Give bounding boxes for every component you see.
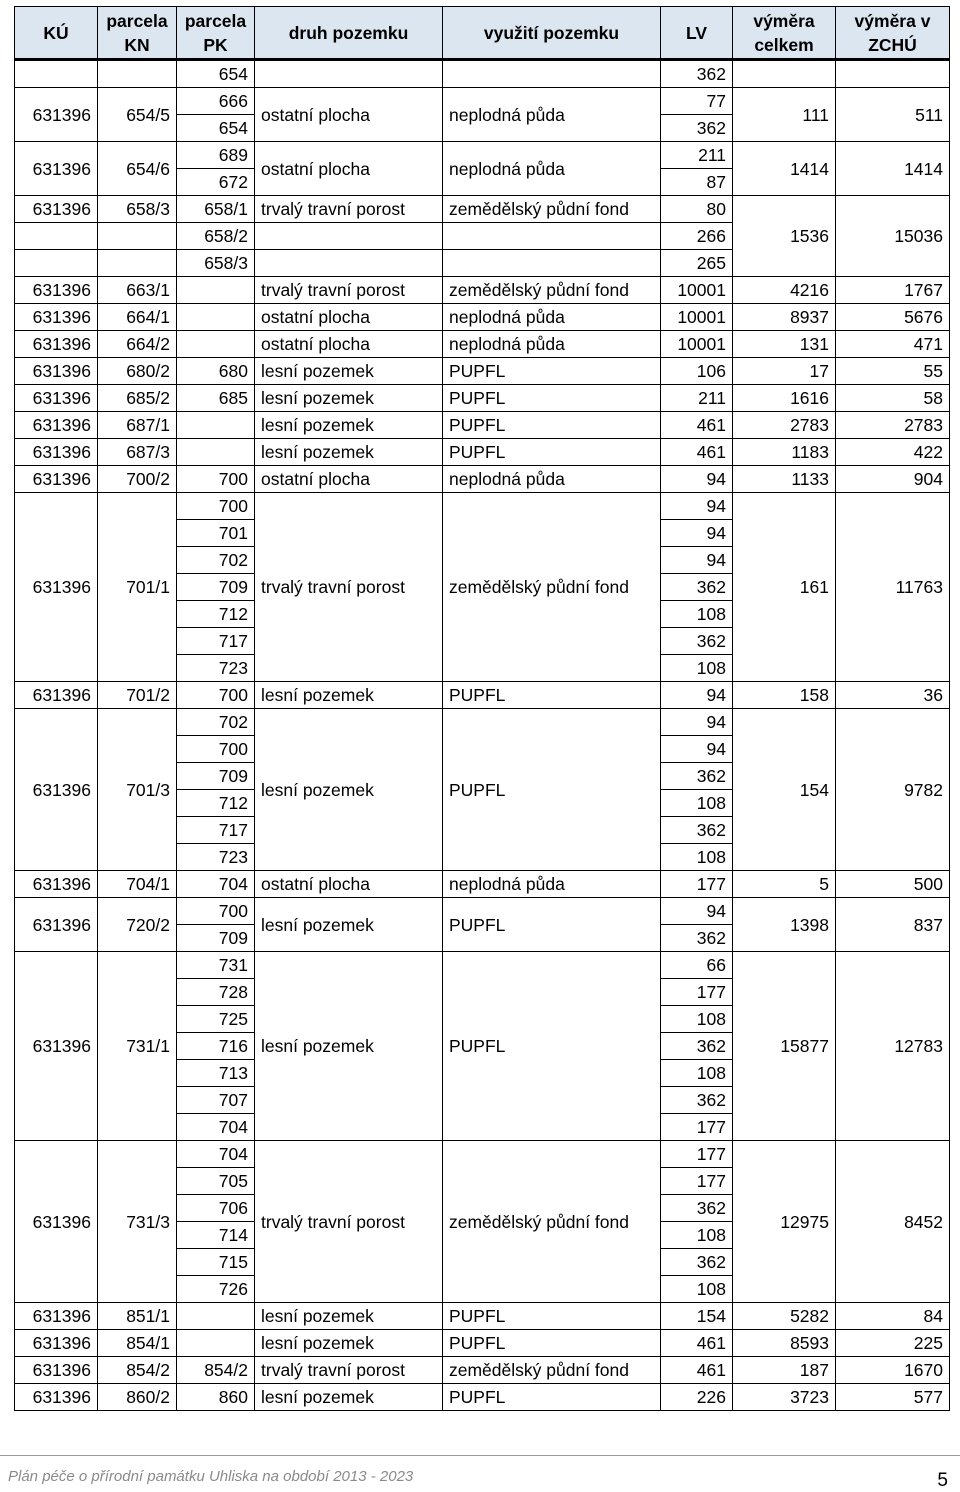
cell-lv: 77 — [661, 88, 733, 115]
cell-vymera-zchu: 500 — [836, 871, 950, 898]
cell-ku — [15, 223, 98, 250]
cell-parcela-pk: 706 — [177, 1195, 255, 1222]
cell-parcela-pk: 680 — [177, 358, 255, 385]
cell-parcela-pk: 685 — [177, 385, 255, 412]
cell-ku: 631396 — [15, 331, 98, 358]
col-header-druh: druh pozemku — [255, 7, 443, 60]
cell-vymera-celkem: 4216 — [733, 277, 836, 304]
cell-vymera-celkem: 8937 — [733, 304, 836, 331]
cell-parcela-pk — [177, 277, 255, 304]
cell-parcela-pk: 658/3 — [177, 250, 255, 277]
cell-vymera-celkem: 111 — [733, 88, 836, 142]
cell-ku: 631396 — [15, 196, 98, 223]
cell-parcela-kn: 685/2 — [98, 385, 177, 412]
cell-ku — [15, 60, 98, 88]
cell-parcela-kn: 720/2 — [98, 898, 177, 952]
cell-ku: 631396 — [15, 277, 98, 304]
cell-parcela-pk — [177, 1330, 255, 1357]
cell-druh-pozemku: ostatní plocha — [255, 331, 443, 358]
cell-parcela-kn: 701/2 — [98, 682, 177, 709]
cell-parcela-pk: 854/2 — [177, 1357, 255, 1384]
cell-ku: 631396 — [15, 1303, 98, 1330]
cell-druh-pozemku: ostatní plocha — [255, 88, 443, 142]
cell-vyuziti-pozemku: PUPFL — [443, 385, 661, 412]
cell-lv: 108 — [661, 1222, 733, 1249]
parcel-table — [14, 6, 950, 1411]
cell-lv: 108 — [661, 1276, 733, 1303]
cell-parcela-pk: 707 — [177, 1087, 255, 1114]
cell-vymera-zchu: 511 — [836, 88, 950, 142]
cell-vyuziti-pozemku: neplodná půda — [443, 466, 661, 493]
cell-vyuziti-pozemku: zemědělský půdní fond — [443, 277, 661, 304]
cell-parcela-pk: 716 — [177, 1033, 255, 1060]
cell-parcela-pk — [177, 1303, 255, 1330]
cell-parcela-pk: 725 — [177, 1006, 255, 1033]
cell-parcela-pk: 702 — [177, 709, 255, 736]
cell-lv: 94 — [661, 520, 733, 547]
cell-vymera-celkem: 187 — [733, 1357, 836, 1384]
cell-parcela-kn: 654/5 — [98, 88, 177, 142]
cell-vyuziti-pozemku: zemědělský půdní fond — [443, 1357, 661, 1384]
cell-druh-pozemku: trvalý travní porost — [255, 196, 443, 223]
cell-vyuziti-pozemku: PUPFL — [443, 1384, 661, 1411]
cell-ku: 631396 — [15, 466, 98, 493]
cell-parcela-pk: 712 — [177, 790, 255, 817]
col-header-lv: LV — [661, 7, 733, 60]
cell-lv: 362 — [661, 628, 733, 655]
cell-vymera-celkem: 1616 — [733, 385, 836, 412]
cell-ku — [15, 250, 98, 277]
cell-vymera-celkem: 3723 — [733, 1384, 836, 1411]
table-row — [15, 439, 950, 466]
cell-vymera-zchu: 12783 — [836, 952, 950, 1141]
cell-lv: 94 — [661, 736, 733, 763]
col-header-ku: KÚ — [15, 7, 98, 60]
table-row — [15, 1357, 950, 1384]
cell-parcela-kn: 701/3 — [98, 709, 177, 871]
cell-parcela-pk: 731 — [177, 952, 255, 979]
cell-ku: 631396 — [15, 709, 98, 871]
cell-druh-pozemku: lesní pozemek — [255, 385, 443, 412]
cell-parcela-pk: 709 — [177, 763, 255, 790]
table-row — [15, 1303, 950, 1330]
cell-parcela-kn: 663/1 — [98, 277, 177, 304]
cell-vymera-celkem — [733, 60, 836, 88]
cell-parcela-kn: 854/1 — [98, 1330, 177, 1357]
cell-parcela-pk: 713 — [177, 1060, 255, 1087]
cell-parcela-kn: 687/1 — [98, 412, 177, 439]
cell-vymera-celkem: 1536 — [733, 196, 836, 277]
cell-parcela-kn: 704/1 — [98, 871, 177, 898]
cell-vyuziti-pozemku: neplodná půda — [443, 871, 661, 898]
cell-druh-pozemku: lesní pozemek — [255, 898, 443, 952]
col-header-vyuziti: využití pozemku — [443, 7, 661, 60]
table-row — [15, 277, 950, 304]
cell-lv: 461 — [661, 1330, 733, 1357]
cell-lv: 154 — [661, 1303, 733, 1330]
col-header-parcela-pk: parcela PK — [177, 7, 255, 60]
cell-vymera-zchu: 9782 — [836, 709, 950, 871]
cell-vymera-zchu: 84 — [836, 1303, 950, 1330]
cell-druh-pozemku — [255, 223, 443, 250]
table-row — [15, 88, 950, 115]
cell-parcela-pk: 723 — [177, 655, 255, 682]
table-row — [15, 358, 950, 385]
footer-title: Plán péče o přírodní památku Uhliska na období 2013 - 2023 — [8, 1468, 414, 1485]
cell-lv: 362 — [661, 1195, 733, 1222]
cell-lv: 362 — [661, 763, 733, 790]
cell-parcela-pk: 658/2 — [177, 223, 255, 250]
cell-vymera-zchu: 471 — [836, 331, 950, 358]
cell-parcela-kn: 731/3 — [98, 1141, 177, 1303]
cell-druh-pozemku: trvalý travní porost — [255, 277, 443, 304]
cell-lv: 362 — [661, 115, 733, 142]
cell-vyuziti-pozemku: PUPFL — [443, 952, 661, 1141]
cell-parcela-pk: 654 — [177, 115, 255, 142]
cell-vymera-zchu: 5676 — [836, 304, 950, 331]
cell-parcela-pk: 700 — [177, 898, 255, 925]
table-row — [15, 709, 950, 736]
table-row — [15, 385, 950, 412]
cell-vymera-zchu: 11763 — [836, 493, 950, 682]
cell-druh-pozemku: lesní pozemek — [255, 358, 443, 385]
cell-vyuziti-pozemku — [443, 60, 661, 88]
cell-ku: 631396 — [15, 439, 98, 466]
cell-druh-pozemku: lesní pozemek — [255, 1303, 443, 1330]
cell-parcela-kn: 700/2 — [98, 466, 177, 493]
cell-parcela-kn: 731/1 — [98, 952, 177, 1141]
cell-lv: 80 — [661, 196, 733, 223]
cell-parcela-pk: 700 — [177, 466, 255, 493]
cell-vymera-zchu: 55 — [836, 358, 950, 385]
cell-ku: 631396 — [15, 1384, 98, 1411]
cell-parcela-pk: 701 — [177, 520, 255, 547]
table-row — [15, 60, 950, 88]
cell-lv: 461 — [661, 412, 733, 439]
cell-ku: 631396 — [15, 493, 98, 682]
cell-lv: 177 — [661, 1168, 733, 1195]
cell-lv: 265 — [661, 250, 733, 277]
cell-parcela-kn — [98, 250, 177, 277]
cell-parcela-pk: 700 — [177, 736, 255, 763]
cell-vymera-celkem: 1414 — [733, 142, 836, 196]
cell-parcela-pk: 712 — [177, 601, 255, 628]
cell-parcela-pk: 714 — [177, 1222, 255, 1249]
cell-lv: 362 — [661, 60, 733, 88]
cell-lv: 461 — [661, 1357, 733, 1384]
cell-parcela-pk: 860 — [177, 1384, 255, 1411]
cell-vymera-celkem: 17 — [733, 358, 836, 385]
cell-vyuziti-pozemku — [443, 250, 661, 277]
cell-lv: 362 — [661, 1249, 733, 1276]
cell-lv: 10001 — [661, 277, 733, 304]
cell-parcela-pk — [177, 412, 255, 439]
cell-vyuziti-pozemku: PUPFL — [443, 358, 661, 385]
cell-vymera-celkem: 1398 — [733, 898, 836, 952]
cell-vymera-zchu: 2783 — [836, 412, 950, 439]
cell-parcela-pk: 700 — [177, 493, 255, 520]
cell-parcela-kn: 654/6 — [98, 142, 177, 196]
cell-parcela-pk: 702 — [177, 547, 255, 574]
cell-vymera-zchu — [836, 60, 950, 88]
cell-lv: 108 — [661, 1060, 733, 1087]
cell-vyuziti-pozemku: neplodná půda — [443, 304, 661, 331]
cell-parcela-pk: 689 — [177, 142, 255, 169]
cell-vyuziti-pozemku: PUPFL — [443, 1303, 661, 1330]
cell-druh-pozemku — [255, 250, 443, 277]
cell-lv: 461 — [661, 439, 733, 466]
cell-lv: 108 — [661, 601, 733, 628]
col-header-parcela-kn: parcela KN — [98, 7, 177, 60]
cell-druh-pozemku — [255, 60, 443, 88]
cell-vymera-celkem: 1133 — [733, 466, 836, 493]
cell-lv: 108 — [661, 655, 733, 682]
table-row — [15, 682, 950, 709]
cell-vyuziti-pozemku: PUPFL — [443, 682, 661, 709]
cell-druh-pozemku: trvalý travní porost — [255, 1141, 443, 1303]
cell-vymera-celkem: 158 — [733, 682, 836, 709]
cell-lv: 362 — [661, 817, 733, 844]
cell-druh-pozemku: lesní pozemek — [255, 682, 443, 709]
cell-lv: 226 — [661, 1384, 733, 1411]
cell-vyuziti-pozemku: PUPFL — [443, 709, 661, 871]
cell-parcela-pk: 704 — [177, 871, 255, 898]
cell-parcela-kn: 854/2 — [98, 1357, 177, 1384]
cell-druh-pozemku: lesní pozemek — [255, 439, 443, 466]
cell-parcela-kn: 658/3 — [98, 196, 177, 223]
cell-parcela-pk: 704 — [177, 1114, 255, 1141]
table-row — [15, 142, 950, 169]
cell-lv: 362 — [661, 925, 733, 952]
cell-parcela-kn — [98, 60, 177, 88]
cell-druh-pozemku: lesní pozemek — [255, 1384, 443, 1411]
cell-parcela-kn — [98, 223, 177, 250]
cell-vymera-celkem: 1183 — [733, 439, 836, 466]
cell-vymera-celkem: 5 — [733, 871, 836, 898]
cell-druh-pozemku: ostatní plocha — [255, 304, 443, 331]
cell-parcela-pk: 709 — [177, 925, 255, 952]
table-row — [15, 898, 950, 925]
cell-parcela-pk: 658/1 — [177, 196, 255, 223]
cell-parcela-kn: 860/2 — [98, 1384, 177, 1411]
cell-druh-pozemku: ostatní plocha — [255, 871, 443, 898]
cell-lv: 94 — [661, 466, 733, 493]
cell-druh-pozemku: lesní pozemek — [255, 709, 443, 871]
cell-vyuziti-pozemku: neplodná půda — [443, 331, 661, 358]
cell-parcela-pk: 728 — [177, 979, 255, 1006]
cell-vymera-celkem: 2783 — [733, 412, 836, 439]
cell-vymera-zchu: 225 — [836, 1330, 950, 1357]
cell-vymera-celkem: 161 — [733, 493, 836, 682]
cell-vyuziti-pozemku: PUPFL — [443, 439, 661, 466]
cell-ku: 631396 — [15, 304, 98, 331]
table-row — [15, 412, 950, 439]
cell-vyuziti-pozemku: zemědělský půdní fond — [443, 493, 661, 682]
cell-parcela-pk: 654 — [177, 60, 255, 88]
cell-lv: 10001 — [661, 304, 733, 331]
cell-lv: 94 — [661, 898, 733, 925]
cell-lv: 106 — [661, 358, 733, 385]
cell-lv: 108 — [661, 844, 733, 871]
cell-lv: 10001 — [661, 331, 733, 358]
cell-vyuziti-pozemku: zemědělský půdní fond — [443, 1141, 661, 1303]
cell-ku: 631396 — [15, 88, 98, 142]
cell-lv: 94 — [661, 682, 733, 709]
cell-vyuziti-pozemku — [443, 223, 661, 250]
table-row — [15, 1330, 950, 1357]
cell-vymera-zchu: 36 — [836, 682, 950, 709]
cell-lv: 362 — [661, 1087, 733, 1114]
cell-ku: 631396 — [15, 412, 98, 439]
cell-vymera-celkem: 15877 — [733, 952, 836, 1141]
cell-parcela-pk: 666 — [177, 88, 255, 115]
cell-ku: 631396 — [15, 1141, 98, 1303]
cell-lv: 177 — [661, 979, 733, 1006]
cell-parcela-pk: 717 — [177, 817, 255, 844]
cell-parcela-pk — [177, 439, 255, 466]
cell-ku: 631396 — [15, 871, 98, 898]
cell-lv: 94 — [661, 547, 733, 574]
cell-vymera-zchu: 1414 — [836, 142, 950, 196]
cell-parcela-pk: 715 — [177, 1249, 255, 1276]
cell-lv: 177 — [661, 1141, 733, 1168]
cell-ku: 631396 — [15, 1357, 98, 1384]
footer-divider — [0, 1455, 960, 1456]
cell-ku: 631396 — [15, 682, 98, 709]
cell-vymera-celkem: 5282 — [733, 1303, 836, 1330]
cell-druh-pozemku: ostatní plocha — [255, 466, 443, 493]
cell-parcela-pk — [177, 331, 255, 358]
page-number: 5 — [937, 1470, 948, 1491]
table-row — [15, 493, 950, 520]
table-row — [15, 1384, 950, 1411]
cell-lv: 177 — [661, 1114, 733, 1141]
table-row — [15, 952, 950, 979]
cell-lv: 362 — [661, 1033, 733, 1060]
cell-vymera-celkem: 8593 — [733, 1330, 836, 1357]
cell-lv: 66 — [661, 952, 733, 979]
cell-parcela-kn: 664/1 — [98, 304, 177, 331]
cell-parcela-pk: 700 — [177, 682, 255, 709]
cell-vymera-celkem: 154 — [733, 709, 836, 871]
cell-lv: 211 — [661, 385, 733, 412]
cell-vymera-celkem: 131 — [733, 331, 836, 358]
cell-druh-pozemku: ostatní plocha — [255, 142, 443, 196]
cell-lv: 362 — [661, 574, 733, 601]
cell-vyuziti-pozemku: PUPFL — [443, 898, 661, 952]
cell-vyuziti-pozemku: PUPFL — [443, 412, 661, 439]
cell-druh-pozemku: lesní pozemek — [255, 412, 443, 439]
cell-vymera-celkem: 12975 — [733, 1141, 836, 1303]
cell-lv: 94 — [661, 709, 733, 736]
cell-parcela-pk: 672 — [177, 169, 255, 196]
cell-ku: 631396 — [15, 952, 98, 1141]
table-body — [15, 60, 950, 1411]
table-row — [15, 331, 950, 358]
cell-druh-pozemku: trvalý travní porost — [255, 1357, 443, 1384]
cell-vymera-zchu: 58 — [836, 385, 950, 412]
cell-lv: 177 — [661, 871, 733, 898]
cell-vyuziti-pozemku: PUPFL — [443, 1330, 661, 1357]
cell-parcela-pk: 717 — [177, 628, 255, 655]
cell-parcela-kn: 664/2 — [98, 331, 177, 358]
cell-vymera-zchu: 15036 — [836, 196, 950, 277]
cell-druh-pozemku: lesní pozemek — [255, 952, 443, 1141]
cell-parcela-kn: 680/2 — [98, 358, 177, 385]
cell-ku: 631396 — [15, 358, 98, 385]
cell-druh-pozemku: lesní pozemek — [255, 1330, 443, 1357]
cell-vymera-zchu: 1670 — [836, 1357, 950, 1384]
cell-vymera-zchu: 422 — [836, 439, 950, 466]
cell-ku: 631396 — [15, 898, 98, 952]
col-header-vymera-zchu: výměra v ZCHÚ — [836, 7, 950, 60]
col-header-vymera-celkem: výměra celkem — [733, 7, 836, 60]
table-row — [15, 1141, 950, 1168]
cell-parcela-kn: 687/3 — [98, 439, 177, 466]
cell-lv: 87 — [661, 169, 733, 196]
cell-vymera-zchu: 1767 — [836, 277, 950, 304]
cell-lv: 94 — [661, 493, 733, 520]
table-header — [15, 7, 950, 60]
cell-vymera-zchu: 904 — [836, 466, 950, 493]
cell-parcela-pk — [177, 304, 255, 331]
cell-lv: 211 — [661, 142, 733, 169]
cell-ku: 631396 — [15, 142, 98, 196]
cell-parcela-pk: 705 — [177, 1168, 255, 1195]
cell-vymera-zchu: 8452 — [836, 1141, 950, 1303]
cell-ku: 631396 — [15, 1330, 98, 1357]
cell-vyuziti-pozemku: zemědělský půdní fond — [443, 196, 661, 223]
cell-parcela-pk: 726 — [177, 1276, 255, 1303]
cell-parcela-kn: 851/1 — [98, 1303, 177, 1330]
cell-druh-pozemku: trvalý travní porost — [255, 493, 443, 682]
cell-lv: 108 — [661, 790, 733, 817]
cell-parcela-pk: 704 — [177, 1141, 255, 1168]
cell-vyuziti-pozemku: neplodná půda — [443, 142, 661, 196]
table-row — [15, 871, 950, 898]
cell-vymera-zchu: 577 — [836, 1384, 950, 1411]
cell-lv: 266 — [661, 223, 733, 250]
table-row — [15, 466, 950, 493]
cell-ku: 631396 — [15, 385, 98, 412]
table-row — [15, 196, 950, 223]
cell-parcela-pk: 709 — [177, 574, 255, 601]
cell-parcela-kn: 701/1 — [98, 493, 177, 682]
cell-vyuziti-pozemku: neplodná půda — [443, 88, 661, 142]
cell-vymera-zchu: 837 — [836, 898, 950, 952]
table-row — [15, 304, 950, 331]
cell-lv: 108 — [661, 1006, 733, 1033]
cell-parcela-pk: 723 — [177, 844, 255, 871]
